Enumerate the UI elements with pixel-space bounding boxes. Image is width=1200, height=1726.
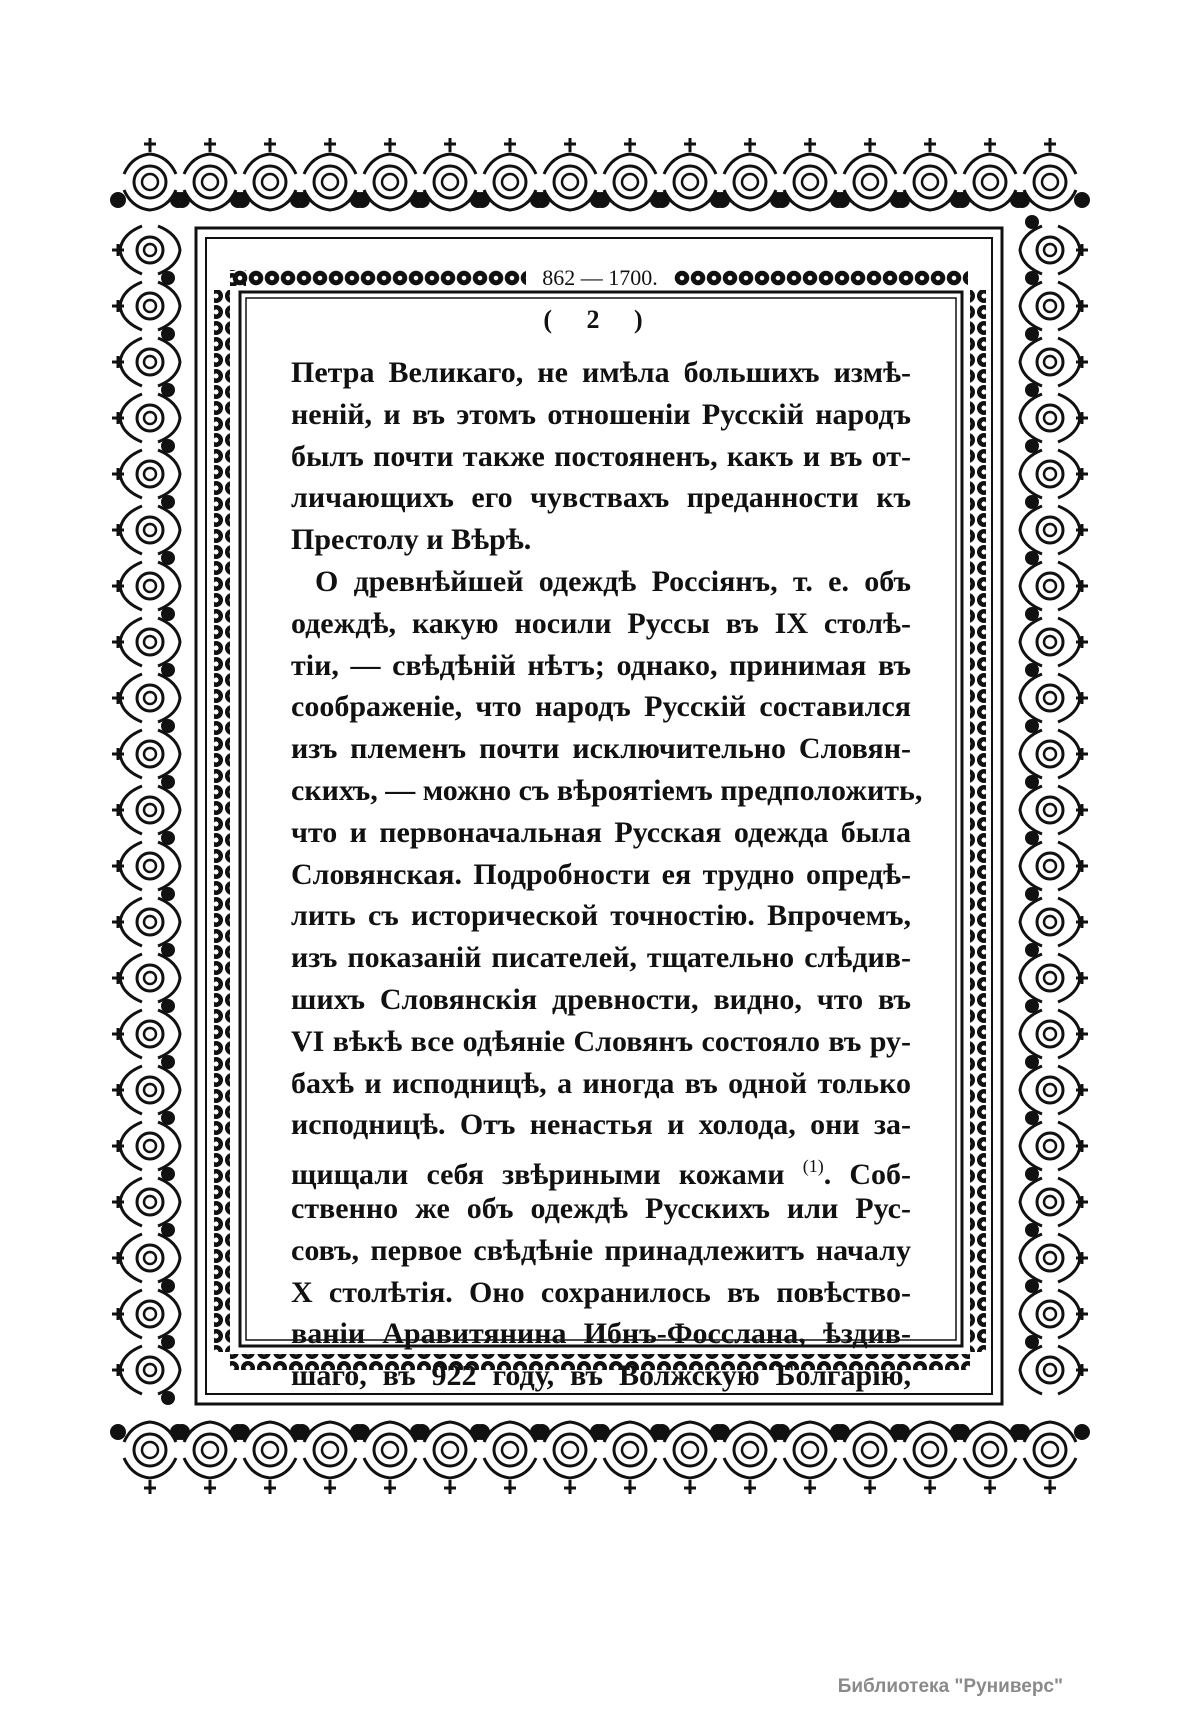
text-line: О древнѣйшей одеждѣ Россіянъ, т. е. объ	[315, 564, 911, 598]
text-line: лить съ исторической точностію. Впрочемъ,	[291, 899, 911, 933]
text-line: Престолу и Вѣрѣ.	[291, 523, 532, 557]
running-header	[232, 266, 968, 290]
text-line: изъ показаній писателей, тщательно слѣдив-	[291, 941, 911, 975]
text-line-with-footnote	[291, 1146, 912, 1192]
text-line: бахѣ и исподницѣ, а иногда въ одной только	[291, 1066, 911, 1100]
header-years: 862 — 1700.	[542, 265, 658, 290]
text-line-part: щищали себя звѣриными кожами	[291, 1158, 785, 1192]
text-line: шихъ Словянскія древности, видно, что въ	[291, 982, 911, 1016]
text-line: тіи, — свѣдѣній нѣтъ; однако, принимая въ	[291, 648, 911, 682]
text-line: неній, и въ этомъ отношеніи Русскій народъ	[291, 397, 911, 431]
text-line: совъ, первое свѣдѣніе принадлежитъ началу	[291, 1233, 911, 1267]
chain-ornament-left	[232, 270, 526, 286]
text-line: шаго, въ 922 году, въ Волжскую Болгарію,	[291, 1359, 911, 1393]
text-line: что и первоначальная Русская одежда была	[291, 815, 911, 849]
text-line: соображеніе, что народъ Русскій составился	[291, 690, 911, 724]
body-text	[291, 352, 923, 1397]
text-line-tail: . Соб-	[823, 1158, 912, 1192]
text-line: X столѣтія. Оно сохранилось въ повѣство-	[291, 1275, 911, 1309]
text-line: Петра Великаго, не имѣла большихъ измѣ-	[291, 356, 911, 389]
page-number: ( 2 )	[543, 305, 657, 334]
text-line: ственно же объ одеждѣ Русскихъ или Рус-	[291, 1191, 911, 1225]
text-line: личающихъ его чувствахъ преданности къ	[291, 481, 911, 515]
text-line: Словянская. Подробности ея трудно опредѣ-	[291, 857, 911, 891]
text-line: скихъ, — можно съ вѣроятіемъ предположить,	[291, 773, 923, 807]
text-line: одеждѣ, какую носили Руссы въ IX столѣ-	[291, 606, 911, 640]
text-line: былъ почти также постояненъ, какъ и въ от-	[291, 439, 911, 473]
text-line: ваніи Аравитянина Ибнъ-Фосслана, ѣздив-	[291, 1317, 911, 1351]
text-line: исподницѣ. Отъ ненастья и холода, они за-	[291, 1108, 911, 1142]
text-line: VI вѣкѣ все одѣяніе Словянъ состояло въ ру-	[291, 1024, 911, 1058]
watermark-text: Библиотека "Руниверс"	[837, 1676, 1063, 1697]
text-line: изъ племенъ почти исключительно Словян-	[291, 732, 911, 766]
footnote-reference[interactable]: (1)	[802, 1156, 824, 1177]
chain-ornament-right	[674, 270, 968, 286]
